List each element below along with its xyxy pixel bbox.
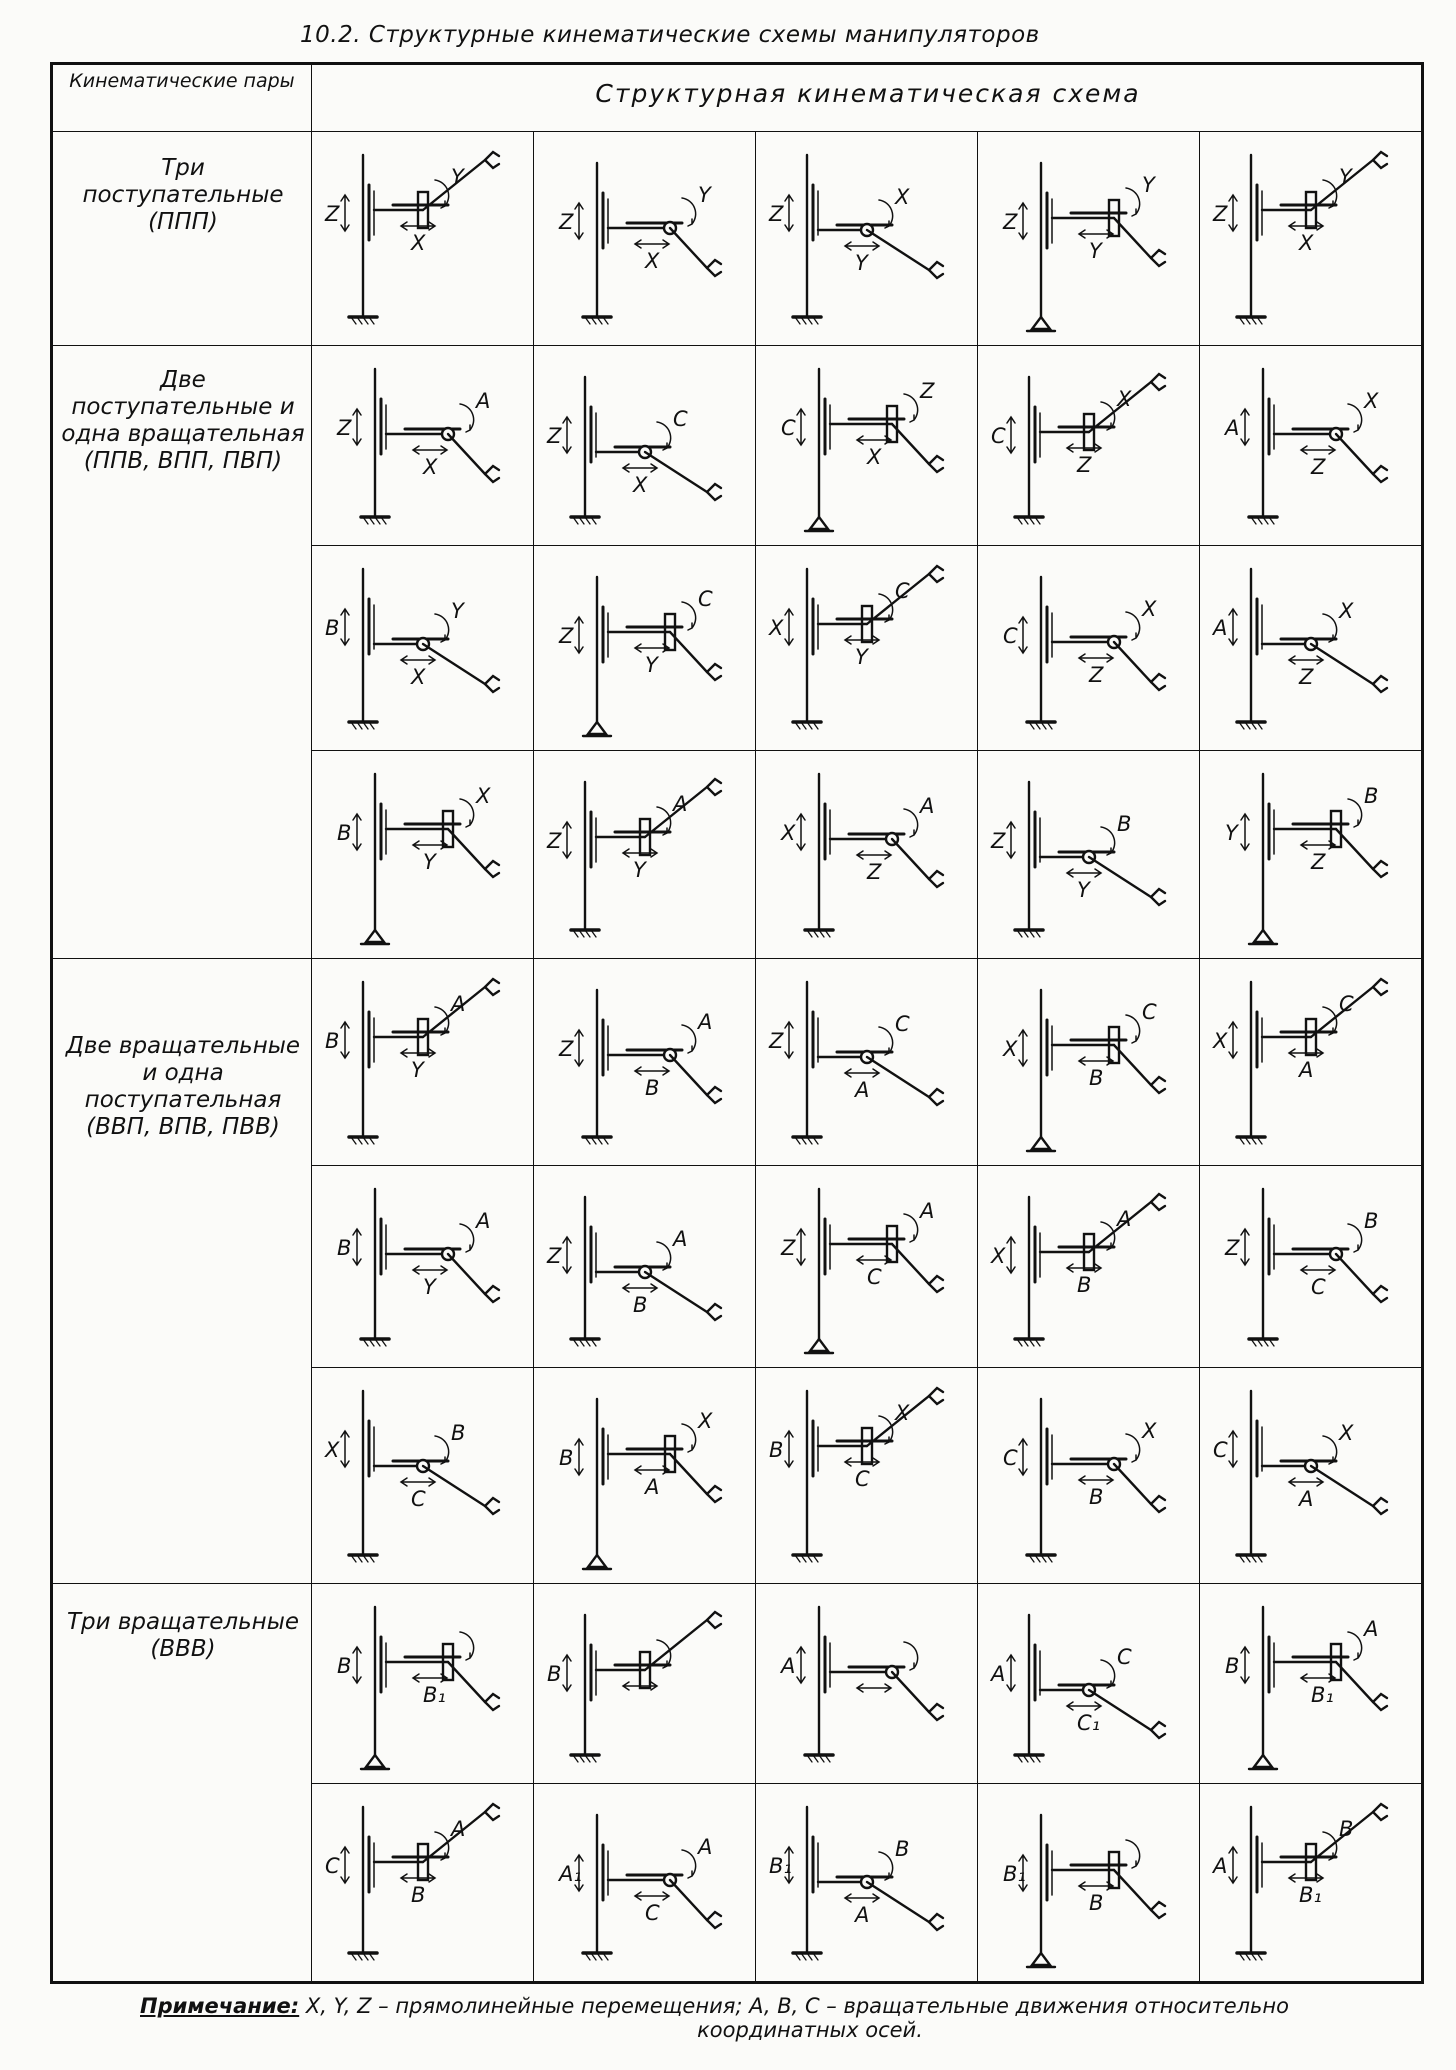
kinematic-scheme <box>979 1585 1197 1781</box>
kinematic-scheme <box>757 1369 975 1581</box>
column-divider <box>1199 131 1200 1981</box>
axis-label: B <box>1089 1485 1104 1509</box>
axis-label: B <box>547 1662 562 1686</box>
kinematic-scheme <box>979 1167 1197 1365</box>
axis-label: Z <box>1311 455 1326 479</box>
scheme-links <box>785 982 943 1144</box>
axis-label: A <box>451 992 466 1016</box>
axis-label: Y <box>1225 821 1238 845</box>
footnote-line1: X, Y, Z – прямолинейные перемещения; A, B, C – вращательные движения относительно <box>305 1994 1290 2018</box>
axis-label: Z <box>1311 850 1326 874</box>
axis-label: Z <box>781 1236 796 1260</box>
axis-label: B <box>1225 1654 1240 1678</box>
scheme-links <box>1229 569 1387 729</box>
axis-label: X <box>411 665 426 689</box>
axis-label: Z <box>769 1029 784 1053</box>
axis-label: A <box>476 389 491 413</box>
group-label-vvv: Три вращательные (ВВВ) <box>66 1609 300 1662</box>
kinematic-scheme <box>757 547 975 748</box>
axis-label: A <box>1213 616 1228 640</box>
axis-label: Y <box>1142 173 1155 197</box>
axis-label: X <box>633 473 648 497</box>
kinematic-scheme <box>1201 1585 1419 1781</box>
axis-label: Y <box>423 1275 436 1299</box>
kinematic-scheme <box>535 1369 753 1581</box>
axis-label: C <box>781 416 796 440</box>
axis-label: B₁ <box>1299 1883 1322 1907</box>
axis-label: X <box>991 1244 1006 1268</box>
axis-label: X <box>1003 1037 1018 1061</box>
kinematic-scheme <box>313 547 531 748</box>
axis-label: B <box>1089 1066 1104 1090</box>
group-label-ppv: Две поступательные и одна вращательная (ППВ, ВПП, ПВП) <box>61 367 305 474</box>
kinematic-scheme <box>757 752 975 956</box>
kinematic-scheme <box>313 133 531 343</box>
axis-label: B <box>1089 1891 1104 1915</box>
kinematic-scheme <box>535 347 753 543</box>
column-divider <box>977 131 978 1981</box>
scheme-links <box>1007 1615 1165 1762</box>
row-divider <box>53 958 1421 959</box>
kinematic-scheme <box>757 133 975 343</box>
kinematic-scheme <box>757 960 975 1163</box>
kinematic-scheme <box>535 1167 753 1365</box>
scheme-links <box>563 1612 721 1762</box>
axis-label: Z <box>920 379 935 403</box>
axis-label: X <box>1117 387 1132 411</box>
kinematic-scheme <box>979 1369 1197 1581</box>
kinematic-scheme <box>757 1785 975 1979</box>
label-column-divider <box>311 65 312 1981</box>
scheme-links <box>785 1807 943 1960</box>
scheme-links <box>1229 1391 1387 1562</box>
kinematic-scheme <box>535 1585 753 1781</box>
axis-label: X <box>1299 231 1314 255</box>
scheme-links <box>1007 374 1165 524</box>
kinematic-scheme <box>979 1785 1197 1979</box>
axis-label: X <box>1142 597 1157 621</box>
axis-label: X <box>1213 1029 1228 1053</box>
axis-label: X <box>781 821 796 845</box>
axis-label: A <box>781 1654 796 1678</box>
axis-label: X <box>1339 599 1354 623</box>
axis-label: B <box>895 1837 910 1861</box>
axis-label: Z <box>547 829 562 853</box>
axis-label: X <box>895 185 910 209</box>
axis-label: Z <box>1077 453 1092 477</box>
kinematic-scheme <box>1201 347 1419 543</box>
group-label-vvp: Две вращательные и одна поступательная (ВВП, ВПВ, ПВВ) <box>65 1033 301 1140</box>
axis-label: A <box>1364 1617 1379 1641</box>
axis-label: C <box>867 1265 882 1289</box>
axis-label: B₁ <box>1003 1862 1026 1886</box>
kinematic-scheme <box>313 1585 531 1781</box>
axis-label: Z <box>991 829 1006 853</box>
axis-label: C <box>411 1487 426 1511</box>
axis-label: B <box>1364 1209 1379 1233</box>
axis-label: B <box>1077 1273 1092 1297</box>
axis-label: A <box>920 794 935 818</box>
axis-label: Y <box>855 645 868 669</box>
axis-label: Z <box>325 202 340 226</box>
kinematic-scheme <box>979 347 1197 543</box>
axis-label: C <box>645 1901 660 1925</box>
row-divider <box>53 1583 1421 1584</box>
axis-label: A <box>451 1817 466 1841</box>
axis-label: B <box>633 1293 648 1317</box>
axis-label: B <box>1339 1817 1354 1841</box>
axis-label: B₁ <box>769 1854 792 1878</box>
axis-label: C <box>1117 1645 1132 1669</box>
kinematic-scheme <box>535 752 753 956</box>
axis-label: B <box>1117 812 1132 836</box>
row-divider <box>311 1367 1421 1368</box>
axis-label: A <box>855 1078 870 1102</box>
kinematic-scheme <box>1201 1167 1419 1365</box>
axis-label: B <box>337 1654 352 1678</box>
axis-label: C <box>673 407 688 431</box>
axis-label: Y <box>451 165 464 189</box>
kinematic-scheme <box>757 1167 975 1365</box>
footnote-line2: координатных осей. <box>697 2018 923 2042</box>
axis-label: A <box>673 792 688 816</box>
axis-label: B <box>769 1438 784 1462</box>
row-divider <box>311 750 1421 751</box>
column-header-structural-scheme: Структурная кинематическая схема <box>595 79 1141 108</box>
kinematic-scheme <box>313 1369 531 1581</box>
axis-label: Y <box>451 599 464 623</box>
scheme-links <box>563 1197 721 1346</box>
axis-label: Y <box>1339 165 1352 189</box>
axis-label: Z <box>1299 665 1314 689</box>
kinematic-scheme <box>313 347 531 543</box>
axis-label: A <box>1225 416 1240 440</box>
axis-label: Z <box>867 860 882 884</box>
kinematic-scheme <box>757 1585 975 1781</box>
kinematic-scheme <box>313 752 531 956</box>
axis-label: Y <box>1089 239 1102 263</box>
axis-label: Z <box>559 624 574 648</box>
kinematic-scheme <box>313 1167 531 1365</box>
scheme-links <box>785 155 943 324</box>
axis-label: Z <box>547 424 562 448</box>
axis-label: B <box>1364 784 1379 808</box>
footnote-label: Примечание: <box>140 1994 300 2018</box>
axis-label: B <box>451 1421 466 1445</box>
axis-label: X <box>423 455 438 479</box>
axis-label: X <box>411 231 426 255</box>
kinematic-scheme <box>1201 1785 1419 1979</box>
kinematic-scheme <box>979 960 1197 1163</box>
kinematic-scheme <box>1201 133 1419 343</box>
axis-label: Z <box>559 210 574 234</box>
row-divider <box>311 1783 1421 1784</box>
axis-label: C <box>1142 1000 1157 1024</box>
kinematic-scheme <box>535 133 753 343</box>
axis-label: A <box>1299 1487 1314 1511</box>
kinematic-scheme <box>535 1785 753 1979</box>
kinematic-scheme <box>535 960 753 1163</box>
axis-label: Y <box>423 850 436 874</box>
column-header-kinematic-pairs: Кинематические пары <box>69 70 295 92</box>
axis-label: Z <box>337 416 352 440</box>
axis-label: A <box>673 1227 688 1251</box>
kinematic-scheme <box>313 960 531 1163</box>
axis-label: Y <box>645 653 658 677</box>
axis-label: A <box>991 1662 1006 1686</box>
axis-label: A₁ <box>559 1862 582 1886</box>
axis-label: B₁ <box>423 1683 446 1707</box>
axis-label: B <box>411 1883 426 1907</box>
axis-label: Y <box>855 251 868 275</box>
axis-label: A <box>1117 1207 1132 1231</box>
kinematic-scheme <box>1201 1369 1419 1581</box>
kinematic-scheme <box>1201 960 1419 1163</box>
axis-label: X <box>698 1409 713 1433</box>
axis-label: B <box>645 1076 660 1100</box>
axis-label: A <box>698 1010 713 1034</box>
axis-label: C₁ <box>1077 1711 1101 1735</box>
axis-label: C <box>895 579 910 603</box>
scheme-links <box>797 1607 943 1762</box>
axis-label: Z <box>769 202 784 226</box>
kinematic-scheme <box>979 133 1197 343</box>
axis-label: B₁ <box>1311 1683 1334 1707</box>
scheme-links <box>1229 1804 1387 1960</box>
axis-label: A <box>1213 1854 1228 1878</box>
axis-label: B <box>325 616 340 640</box>
axis-label: C <box>855 1467 870 1491</box>
column-divider <box>533 131 534 1981</box>
axis-label: B <box>337 821 352 845</box>
page-title: 10.2. Структурные кинематические схемы манипуляторов <box>300 22 1040 48</box>
axis-label: C <box>698 587 713 611</box>
kinematic-schemes-table <box>50 62 1424 1984</box>
axis-label: Z <box>1089 663 1104 687</box>
axis-label: X <box>645 249 660 273</box>
axis-label: X <box>1339 1421 1354 1445</box>
axis-label: Y <box>1077 878 1090 902</box>
axis-label: Z <box>1213 202 1228 226</box>
axis-label: B <box>337 1236 352 1260</box>
axis-label: X <box>1364 389 1379 413</box>
column-divider <box>755 131 756 1981</box>
axis-label: A <box>1299 1058 1314 1082</box>
axis-label: C <box>1003 624 1018 648</box>
row-divider <box>311 545 1421 546</box>
axis-label: C <box>1213 1438 1228 1462</box>
axis-label: A <box>920 1199 935 1223</box>
axis-label: C <box>325 1854 340 1878</box>
row-divider <box>53 345 1421 346</box>
axis-label: B <box>325 1029 340 1053</box>
scheme-links <box>1007 1194 1165 1346</box>
axis-label: Z <box>1003 210 1018 234</box>
axis-label: Y <box>633 858 646 882</box>
axis-label: X <box>867 445 882 469</box>
axis-label: A <box>698 1835 713 1859</box>
axis-label: A <box>476 1209 491 1233</box>
kinematic-scheme <box>757 347 975 543</box>
axis-label: Y <box>411 1058 424 1082</box>
axis-label: C <box>895 1012 910 1036</box>
kinematic-scheme <box>1201 752 1419 956</box>
footnote <box>140 1994 1360 2042</box>
axis-label: Y <box>698 183 711 207</box>
kinematic-scheme <box>1201 547 1419 748</box>
axis-label: Z <box>547 1244 562 1268</box>
scheme-links <box>341 1804 499 1960</box>
axis-label: C <box>991 424 1006 448</box>
axis-label: B <box>559 1446 574 1470</box>
axis-label: A <box>645 1475 660 1499</box>
scheme-links <box>1007 782 1165 937</box>
axis-label: A <box>855 1903 870 1927</box>
group-label-ppp: Три поступательные (ППП) <box>82 155 284 235</box>
axis-label: C <box>1311 1275 1326 1299</box>
header-divider <box>53 131 1421 132</box>
axis-label: Z <box>1225 1236 1240 1260</box>
axis-label: C <box>1339 992 1354 1016</box>
axis-label: X <box>476 784 491 808</box>
scheme-links <box>341 569 499 729</box>
kinematic-scheme <box>535 547 753 748</box>
axis-label: Z <box>559 1037 574 1061</box>
scheme-links <box>563 377 721 524</box>
axis-label: X <box>769 616 784 640</box>
kinematic-scheme <box>979 752 1197 956</box>
scheme-links <box>341 1391 499 1562</box>
axis-label: C <box>1003 1446 1018 1470</box>
row-divider <box>311 1165 1421 1166</box>
axis-label: X <box>325 1438 340 1462</box>
kinematic-scheme <box>979 547 1197 748</box>
axis-label: X <box>1142 1419 1157 1443</box>
axis-label: X <box>895 1401 910 1425</box>
kinematic-scheme <box>313 1785 531 1979</box>
